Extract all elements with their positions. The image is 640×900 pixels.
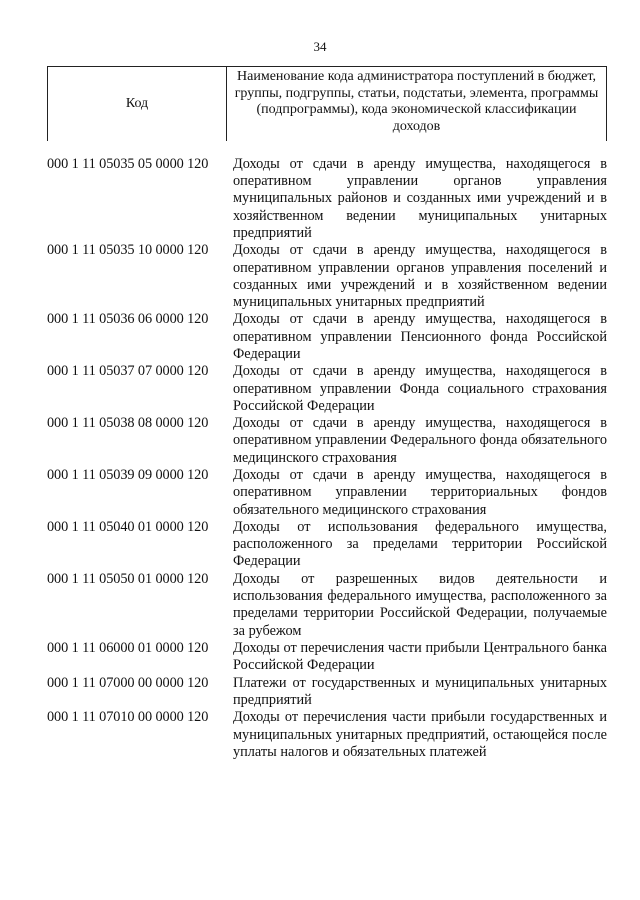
income-code: 000 1 11 07000 00 0000 120: [47, 674, 209, 691]
page-number: 34: [313, 39, 327, 54]
income-code: 000 1 11 05039 09 0000 120: [47, 467, 209, 484]
list-item: [47, 415, 607, 467]
list-item: [47, 640, 607, 674]
income-code: 000 1 11 05038 08 0000 120: [47, 415, 209, 432]
list-item: [47, 709, 607, 761]
income-code: 000 1 11 05040 01 0000 120: [47, 519, 209, 536]
income-code: 000 1 11 05037 07 0000 120: [47, 363, 209, 380]
income-description: Доходы от использования федерального имущества, расположенного за пределами территории Российской Федерации: [233, 519, 607, 570]
income-description: Платежи от государственных и муниципальных унитарных предприятий: [233, 674, 607, 708]
header-code-cell: [48, 67, 227, 141]
income-description: Доходы от сдачи в аренду имущества, находящегося в оперативном управлении органов управления муниципальных районов и созданных ими учреждений и в хозяйственном ведении муниципальных унитарных предприятий: [233, 156, 607, 241]
list-item: [47, 311, 607, 363]
income-code: 000 1 11 06000 01 0000 120: [47, 640, 209, 657]
income-code: 000 1 11 05035 10 0000 120: [47, 242, 209, 259]
income-description: Доходы от перечисления части прибыли Центрального банка Российской Федерации: [233, 640, 607, 674]
classification-list: [47, 156, 607, 761]
income-description: Доходы от разрешенных видов деятельности и использования федерального имущества, расположенного за пределами территории Российской Федерации, получаемые за рубежом: [233, 570, 607, 639]
income-description: Доходы от сдачи в аренду имущества, находящегося в оперативном управлении Пенсионного фонда Российской Федерации: [233, 311, 607, 362]
income-code: 000 1 11 05035 05 0000 120: [47, 156, 209, 172]
income-code: 000 1 11 05050 01 0000 120: [47, 570, 209, 587]
income-description: Доходы от сдачи в аренду имущества, находящегося в оперативном управлении территориальных фондов обязательного медицинского страхования: [233, 467, 607, 518]
header-name-cell: [227, 67, 606, 141]
income-description: Доходы от сдачи в аренду имущества, находящегося в оперативном управлении органов управления поселений и созданных ими учреждений и в хозяйственном ведении муниципальных унитарных предприятий: [233, 242, 607, 310]
list-item: [47, 156, 607, 242]
list-item: [47, 242, 607, 311]
income-description: Доходы от перечисления части прибыли государственных и муниципальных унитарных предприятий, остающейся после уплаты налогов и обязательных платежей: [233, 709, 607, 760]
income-description: Доходы от сдачи в аренду имущества, находящегося в оперативном управлении Фонда социального страхования Российской Федерации: [233, 363, 607, 414]
header-code-label: Код: [125, 96, 149, 111]
header-table: [47, 66, 607, 141]
list-item: [47, 571, 607, 640]
list-item: [47, 675, 607, 709]
income-description: Доходы от сдачи в аренду имущества, находящегося в оперативном управлении Федерального фонда обязательного медицинского страхования: [233, 415, 607, 466]
income-code: 000 1 11 05036 06 0000 120: [47, 311, 209, 328]
list-item: [47, 519, 607, 571]
header-name-label: Наименование кода администратора поступлений в бюджет, группы, подгруппы, статьи, подстатьи, элемента, программы (подпрограммы), кода экономической классификации доходов: [234, 69, 599, 134]
list-item: [47, 363, 607, 415]
list-item: [47, 467, 607, 519]
income-code: 000 1 11 07010 00 0000 120: [47, 709, 209, 726]
